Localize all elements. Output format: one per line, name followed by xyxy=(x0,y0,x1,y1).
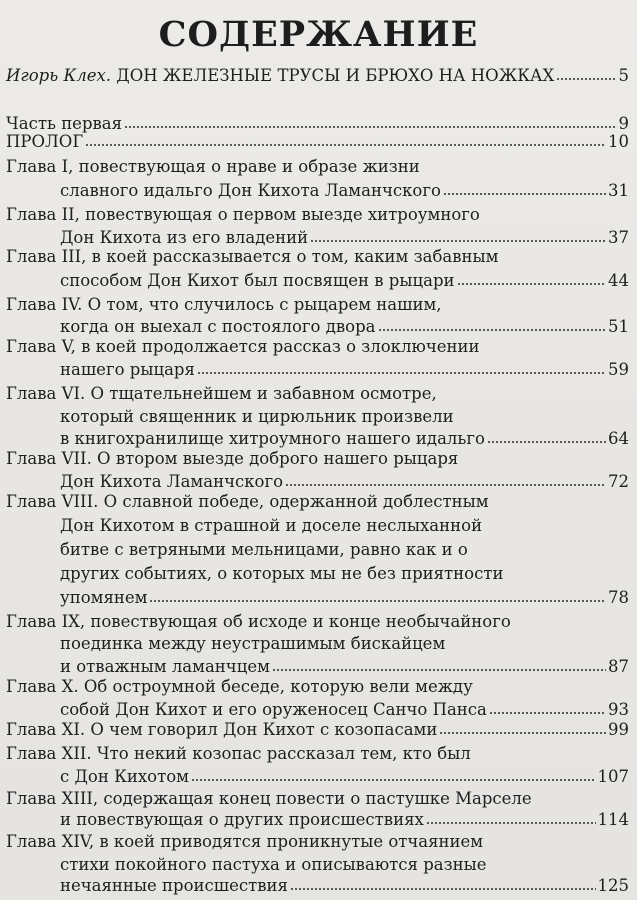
dot-leader xyxy=(489,711,606,715)
intro-author: Игорь Клех. xyxy=(6,66,112,85)
toc-entry-line[interactable]: способом Дон Кихот был посвящен в рыцари 44 xyxy=(60,269,629,293)
toc-entry-line[interactable]: Глава X. Об остроумной беседе, которую вели между xyxy=(6,677,473,696)
toc-entry-line[interactable]: славного идальго Дон Кихота Ламанчского 31 xyxy=(60,179,629,203)
toc-entry-line[interactable]: других событиях, о которых мы не без приятности xyxy=(60,564,504,583)
page-number: 93 xyxy=(608,700,629,719)
toc-intro-entry[interactable] xyxy=(6,64,629,88)
page-number: 114 xyxy=(597,810,629,829)
dot-leader xyxy=(191,778,596,782)
toc-entry-line[interactable]: Глава IV. О том, что случилось с рыцарем нашим, xyxy=(6,295,442,314)
toc-entry-line[interactable]: Дон Кихотом в страшной и доселе неслыханной xyxy=(60,516,483,535)
toc-entry-line[interactable]: Глава I, повествующая о нраве и образе жизни xyxy=(6,157,420,176)
dot-leader xyxy=(426,821,596,825)
toc-entry-line[interactable]: Глава XIII, содержащая конец повести о пастушке Марселе xyxy=(6,789,532,808)
toc-entry-line[interactable]: Дон Кихота Ламанчского 72 xyxy=(60,470,629,494)
page-number: 51 xyxy=(608,317,629,336)
toc-entry-line[interactable]: и повествующая о других происшествиях 114 xyxy=(60,808,629,832)
page-number: 87 xyxy=(608,657,629,676)
page-title: СОДЕРЖАНИЕ xyxy=(158,14,479,55)
toc-entry-line[interactable]: который священник и цирюльник произвели xyxy=(60,407,454,426)
page-number: 78 xyxy=(608,588,629,607)
toc-entry-line[interactable]: битве с ветряными мельницами, равно как и о xyxy=(60,540,468,559)
dot-leader xyxy=(290,887,596,891)
toc-entry-line[interactable]: в книгохранилище хитроумного нашего идальго 64 xyxy=(60,427,629,451)
page-number: 99 xyxy=(608,720,629,739)
dot-leader xyxy=(197,371,606,375)
dot-leader xyxy=(378,328,606,332)
dot-leader xyxy=(149,599,606,603)
toc-entry-line[interactable]: стихи покойного пастуха и описываются разные xyxy=(60,855,487,874)
dot-leader xyxy=(457,282,606,286)
entry-title: ПРОЛОГ xyxy=(6,132,84,151)
dot-leader xyxy=(124,125,616,129)
page-number: 10 xyxy=(608,132,629,151)
page-number: 31 xyxy=(608,181,629,200)
page-number: 44 xyxy=(608,271,629,290)
dot-leader xyxy=(310,239,606,243)
toc-entry-line[interactable]: Глава VI. О тщательнейшем и забавном осмотре, xyxy=(6,384,437,403)
toc-entry-line[interactable]: Дон Кихота из его владений 37 xyxy=(60,226,629,250)
toc-entry-line[interactable]: Глава V, в коей продолжается рассказ о злоключении xyxy=(6,337,480,356)
page-number: 125 xyxy=(597,876,629,895)
dot-leader xyxy=(556,77,616,81)
toc-entry-line[interactable]: когда он выехал с постоялого двора 51 xyxy=(60,315,629,339)
toc-entry-line[interactable]: и отважным ламанчцем 87 xyxy=(60,655,629,679)
page-number: 64 xyxy=(608,429,629,448)
page-number: 72 xyxy=(608,472,629,491)
entry-title: Часть первая xyxy=(6,114,123,133)
toc-entry-prologue[interactable] xyxy=(6,130,629,154)
toc-entry-line[interactable]: Глава III, в коей рассказывается о том, каким забавным xyxy=(6,247,499,266)
toc-entry-line[interactable]: с Дон Кихотом 107 xyxy=(60,765,629,789)
toc-entry-line[interactable]: нашего рыцаря 59 xyxy=(60,358,629,382)
toc-entry-line[interactable]: Глава XIV, в коей приводятся проникнутые отчаянием xyxy=(6,832,484,851)
toc-entry-line[interactable]: Глава XII. Что некий козопас рассказал тем, кто был xyxy=(6,744,471,763)
toc-entry-line[interactable]: Глава IX, повествующая об исходе и конце необычайного xyxy=(6,612,511,631)
page-number: 37 xyxy=(608,228,629,247)
dot-leader xyxy=(85,143,606,147)
toc-entry-line[interactable]: собой Дон Кихот и его оруженосец Санчо Панса 93 xyxy=(60,698,629,722)
dot-leader xyxy=(443,192,606,196)
intro-title: ДОН ЖЕЛЕЗНЫЕ ТРУСЫ И БРЮХО НА НОЖКАХ xyxy=(111,66,555,85)
dot-leader xyxy=(272,668,606,672)
page-number: 59 xyxy=(608,360,629,379)
page-number: 9 xyxy=(618,114,629,133)
toc-entry-line[interactable]: нечаянные происшествия 125 xyxy=(60,874,629,898)
toc-entry-line[interactable]: Глава VIII. О славной победе, одержанной доблестным xyxy=(6,492,489,511)
toc-entry-line[interactable]: Глава VII. О втором выезде доброго нашего рыцаря xyxy=(6,449,459,468)
page-number: 5 xyxy=(618,66,629,85)
dot-leader xyxy=(487,440,606,444)
toc-entry-chapter-11[interactable]: Глава XI. О чем говорил Дон Кихот с козопасами 99 xyxy=(6,718,629,742)
dot-leader xyxy=(285,483,606,487)
toc-entry-line[interactable]: Глава II, повествующая о первом выезде хитроумного xyxy=(6,205,480,224)
dot-leader xyxy=(439,731,606,735)
toc-entry-line[interactable]: поединка между неустрашимым бискайцем xyxy=(60,634,446,653)
page-number: 107 xyxy=(597,767,629,786)
toc-entry-line[interactable]: упомянем 78 xyxy=(60,586,629,610)
